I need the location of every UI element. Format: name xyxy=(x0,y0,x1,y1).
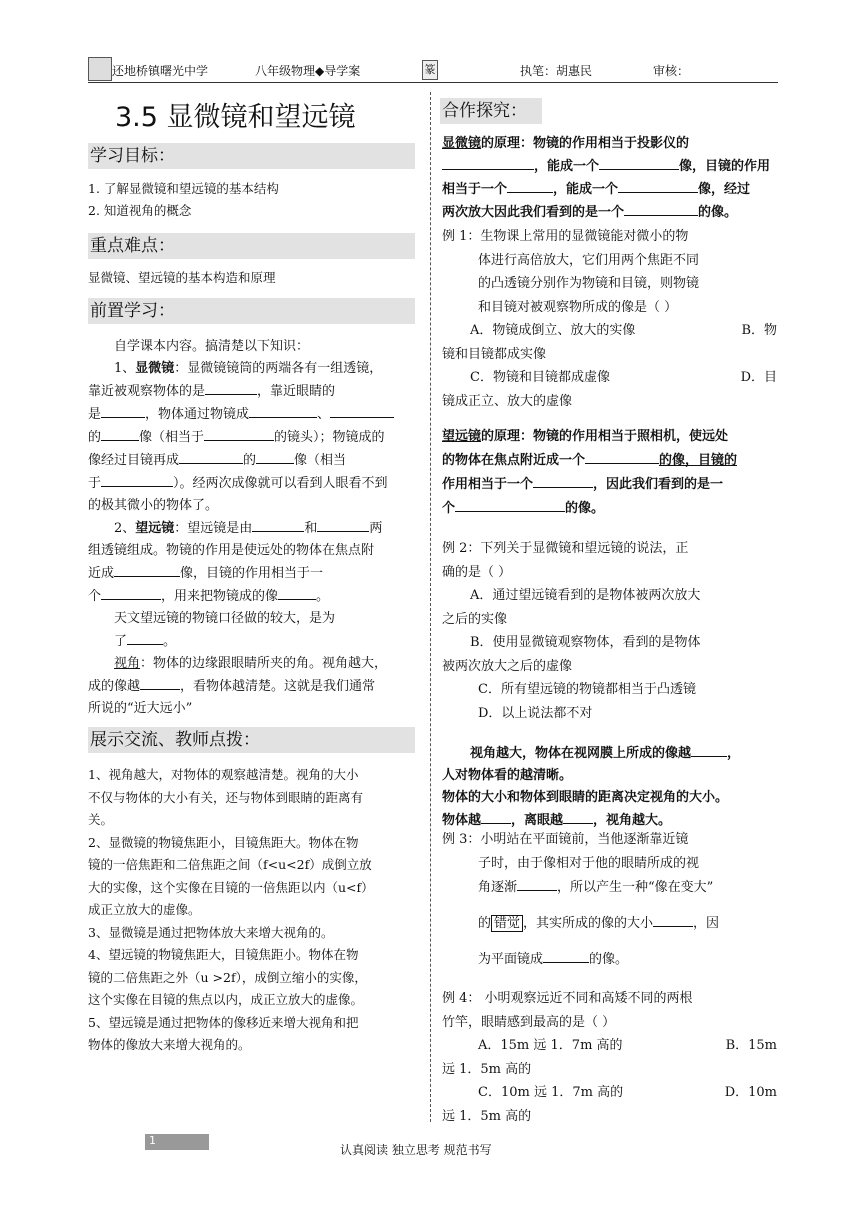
point-line: 4、望远镜的物镜焦距大，目镜焦距小。物体在物 xyxy=(88,947,359,962)
column-divider xyxy=(430,92,431,1122)
micro-principle: 显微镜的原理：物镜的作用相当于投影仪的 ，能成一个 像，目镜的作用 相当于一个 ，能成一个 像，经过 两次放大因此我们看到的是一个 的像。 xyxy=(442,136,771,220)
page-title: 3.5 显微镜和望远镜 xyxy=(115,102,356,133)
section-pre: 前置学习： xyxy=(88,298,415,324)
micro-line-1: 1、显微镜：显微镜镜筒的两端各有一组透镜， xyxy=(114,361,383,376)
tele-principle: 望远镜的原理：物镜的作用相当于照相机，使远处 的物体在焦点附近成一个 的像，目镜的 作用相当于一个 ，因此我们看到的是一 个 的像。 xyxy=(442,429,738,516)
point-line: 大的实像，这个实像在目镜的一倍焦距以内（u<f） xyxy=(88,879,374,895)
point-line: 不仅与物体的大小有关，还与物体到眼睛的距离有 xyxy=(88,789,364,805)
point-line: 5、望远镜是通过把物体的像移近来增大视角和把 xyxy=(88,1014,359,1030)
page-number: 1 xyxy=(149,1134,156,1147)
goal-item: 2. 知道视角的概念 xyxy=(88,203,192,218)
example-2: 例 2：下列关于显微镜和望远镜的说法，正 确的是（ ） A．通过望远镜看到的是物体被两次放大 之后的实像 B．使用显微镜观察物体，看到的是物体 被两次放大之后的虚像 C．所有望远镜的物镜都相当于凸透镜 D．以上说法都不对 xyxy=(442,541,701,721)
header-divider xyxy=(88,82,778,83)
tele-line-1: 2、望远镜：望远镜是由 和 两 xyxy=(88,517,418,540)
course-name: 八年级物理◆导学案 xyxy=(255,64,361,78)
key-text: 显微镜、望远镜的基本构造和原理 xyxy=(88,270,276,285)
stamp-icon: 篆 xyxy=(422,60,438,80)
micro-line-3: 是 ，物体通过物镜成 、 xyxy=(88,403,418,426)
school-name: 还地桥镇曙光中学 xyxy=(112,64,209,78)
points-list xyxy=(88,764,418,1057)
tele-line-2: 组透镜组成。物镜的作用是使远处的物体在焦点附 xyxy=(88,543,375,558)
point-line: 镜的二倍焦距之外（u >2f），成倒立缩小的实像， xyxy=(88,969,367,985)
micro-line-2: 靠近被观察物体的是 ，靠近眼睛的 xyxy=(88,380,418,403)
micro-line-4: 的 像（相当于 的镜头）；物镜成的 xyxy=(88,426,418,449)
astro-line: 天文望远镜的物镜口径做的较大，是为 xyxy=(114,611,336,626)
point-line: 成正立放大的虚像。 xyxy=(88,902,201,917)
section-coop: 合作探究： xyxy=(440,98,542,124)
tele-line-4: 个 ，用来把物镜成的像 。 xyxy=(88,585,418,608)
tele-line-3: 近成 像，目镜的作用相当于一 xyxy=(88,562,418,585)
point-line: 关。 xyxy=(88,812,114,827)
angle-line-1: 视角：物体的边缘跟眼睛所夹的角。视角越大， xyxy=(114,656,388,671)
page-tab xyxy=(145,1134,209,1150)
angle-summary: 视角越大，物体在视网膜上所成的像越 ， 人对物体看的越清晰。 物体的大小和物体到眼睛的距离决定视角的大小。 物体越 ，离眼越 ，视角越大。 xyxy=(442,742,777,832)
astro-line-2: 了 。 xyxy=(88,630,418,653)
section-goals: 学习目标： xyxy=(88,143,415,169)
footer-motto: 认真阅读 独立思考 规范书写 xyxy=(340,1143,492,1157)
school-logo xyxy=(88,57,112,81)
author: 执笔：胡惠民 xyxy=(520,64,593,78)
section-show: 展示交流、教师点拨： xyxy=(88,727,415,753)
angle-line-3: 所说的“近大远小” xyxy=(88,701,193,716)
example-3: 例 3：小明站在平面镜前，当他逐渐靠近镜 子时，由于像相对于他的眼睛所成的视 角逐渐 ，所以产生一种“像在变大” 的 错觉 ，其实所成的像的大小 ，因 为平面镜成 的像。 xyxy=(442,832,720,967)
angle-line-2: 成的像越 ，看物体越清楚。这就是我们通常 xyxy=(88,675,418,698)
goals-list xyxy=(88,178,418,222)
point-line: 物体的像放大来增大视角的。 xyxy=(88,1037,251,1052)
point-line: 这个实像在目镜的焦点以内，成正立放大的虚像。 xyxy=(88,992,364,1007)
point-line: 1、视角越大，对物体的观察越清楚。视角的大小 xyxy=(88,767,359,782)
example-4: 例 4： 小明观察远近不同和高矮不同的两根 竹竿，眼睛感到最高的是（ ） A．15m 远 1．7m 高的 B．15m 远 1．5m 高的 C．10m 远 1．7m 高的 D．10m 远 1．5m 高的 xyxy=(442,991,777,1124)
example-1: 例 1：生物课上常用的显微镜能对微小的物 体进行高倍放大，它们用两个焦距不同 的凸透镜分别作为物镜和目镜，则物镜 和目镜对被观察物所成的像是（ ） A．物镜成倒立、放大的实像 B．物 镜和目镜都成实像 C．物镜和目镜都成虚像 D．目 镜成正立、放大的虚像 xyxy=(442,229,777,409)
goal-item: 1. 了解显微镜和望远镜的基本结构 xyxy=(88,181,279,196)
point-line: 镜的一倍焦距和二倍焦距之间（f<u<2f）成倒立放 xyxy=(88,857,372,872)
section-key: 重点难点： xyxy=(88,233,415,259)
micro-line-6: 于 ）。经两次成像就可以看到人眼看不到 xyxy=(88,472,418,495)
point-line: 3、显微镜是通过把物体放大来增大视角的。 xyxy=(88,924,334,940)
reviewer: 审核： xyxy=(653,64,690,78)
pre-study xyxy=(88,336,418,720)
micro-line-5: 像经过目镜再成 的 像（相当 xyxy=(88,449,418,472)
point-line: 2、显微镜的物镜焦距小，目镜焦距大。物体在物 xyxy=(88,834,359,850)
pre-intro: 自学课本内容。搞清楚以下知识： xyxy=(114,339,310,354)
micro-line-7: 的极其微小的物体了。 xyxy=(88,498,219,513)
